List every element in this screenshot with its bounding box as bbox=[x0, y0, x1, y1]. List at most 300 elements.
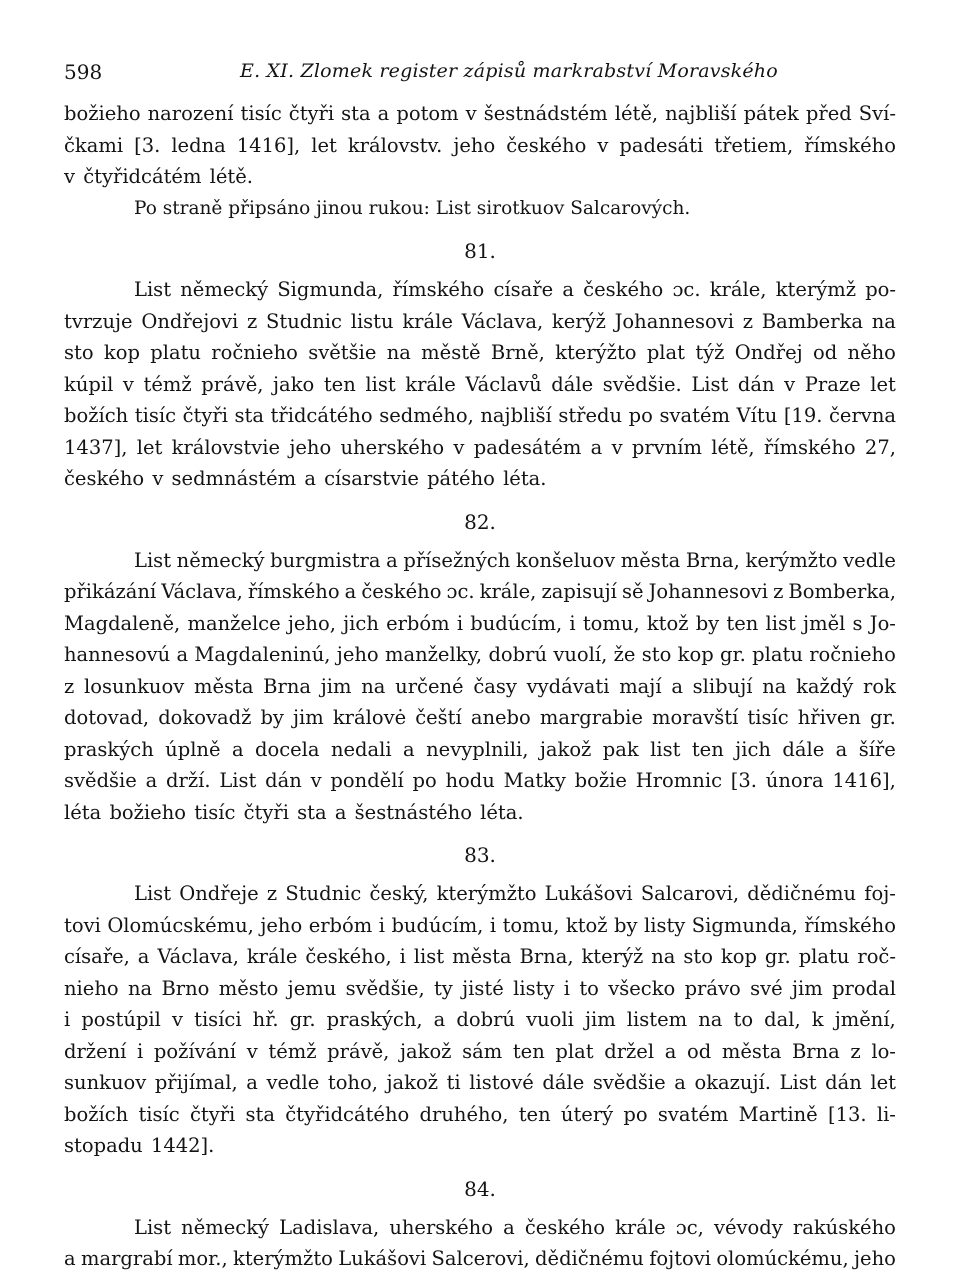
word: v bbox=[246, 1039, 258, 1063]
word: jich bbox=[735, 737, 771, 761]
word: margrabí bbox=[80, 1247, 173, 1270]
word: listem bbox=[626, 1008, 688, 1031]
word: erbóm bbox=[308, 913, 373, 937]
word: německý bbox=[176, 548, 265, 572]
word: tvrzuje bbox=[64, 309, 133, 333]
word: li- bbox=[876, 1102, 896, 1126]
word: časy bbox=[473, 674, 517, 698]
word: Matky bbox=[503, 769, 566, 792]
word: let bbox=[870, 1071, 896, 1094]
text-line bbox=[64, 671, 896, 703]
word: od bbox=[686, 1039, 712, 1063]
word: list bbox=[650, 737, 681, 761]
word: létě. bbox=[209, 165, 253, 188]
word: úplně bbox=[165, 737, 221, 761]
word: sto bbox=[64, 341, 94, 364]
word: jisté bbox=[462, 976, 504, 1000]
word: zapisují bbox=[541, 580, 617, 603]
word: ten bbox=[691, 737, 724, 761]
word: kterýmžto bbox=[436, 882, 537, 905]
word: královė bbox=[332, 706, 407, 729]
word: rok bbox=[863, 674, 896, 698]
word: svatém bbox=[657, 1102, 729, 1126]
word: dědičnému bbox=[747, 882, 857, 905]
text-line bbox=[64, 337, 896, 369]
word: od bbox=[812, 341, 838, 364]
word: potom bbox=[396, 102, 459, 125]
text-line bbox=[64, 1004, 896, 1036]
word: fojtovi bbox=[649, 1247, 712, 1270]
word: margrabie bbox=[539, 706, 643, 729]
word: list bbox=[413, 945, 445, 968]
word: přijímal, bbox=[154, 1071, 238, 1094]
word: platu bbox=[752, 643, 803, 666]
word: gr. bbox=[719, 643, 746, 666]
word: z bbox=[64, 674, 75, 698]
word: božích bbox=[64, 1102, 129, 1126]
word: vydávati bbox=[526, 674, 610, 698]
word: kerýž bbox=[551, 309, 606, 333]
word: Studnic bbox=[266, 309, 342, 333]
word: jeho bbox=[453, 133, 496, 157]
word: pátek bbox=[743, 102, 799, 125]
word: kterýmžto bbox=[233, 1247, 333, 1270]
word: dobrú bbox=[488, 643, 548, 666]
word: 1416], bbox=[236, 133, 301, 157]
word: 27, bbox=[864, 435, 896, 459]
word: rakúského bbox=[792, 1215, 896, 1239]
word: jim bbox=[320, 674, 352, 698]
entry-number: 83. bbox=[464, 843, 496, 867]
word: českého bbox=[361, 580, 442, 603]
word: nevyplnili, bbox=[426, 737, 529, 761]
word: tomu, bbox=[582, 611, 640, 635]
word: dále bbox=[782, 737, 825, 761]
word: února bbox=[765, 769, 824, 792]
word: tisíc bbox=[240, 102, 282, 125]
word: město bbox=[218, 976, 279, 1000]
word: ty bbox=[433, 976, 453, 1000]
word: a bbox=[145, 769, 158, 792]
word: ten bbox=[518, 1102, 551, 1126]
word: plat bbox=[555, 1039, 594, 1063]
word: [3. bbox=[134, 133, 161, 157]
word: jako bbox=[273, 372, 315, 396]
word: krále, bbox=[709, 278, 767, 301]
word: šíře bbox=[858, 737, 896, 761]
word: platu bbox=[798, 945, 850, 968]
intro-paragraph bbox=[64, 98, 896, 224]
word: z bbox=[266, 882, 278, 905]
word: Magdaleninú, bbox=[194, 643, 331, 666]
word: své bbox=[750, 976, 783, 1000]
word: Vítu bbox=[736, 404, 778, 427]
word: hodu bbox=[445, 769, 495, 792]
word: z bbox=[742, 309, 754, 333]
text-line bbox=[64, 1130, 896, 1162]
word: na bbox=[698, 1008, 723, 1031]
word: a bbox=[403, 737, 415, 761]
word: a bbox=[137, 945, 150, 968]
word: list bbox=[365, 372, 396, 396]
word: létě, bbox=[614, 102, 659, 125]
word: by bbox=[614, 913, 638, 937]
word: léta. bbox=[480, 800, 524, 824]
word: římského bbox=[247, 580, 340, 603]
word: a bbox=[176, 643, 189, 666]
word: kerýmžto bbox=[745, 548, 838, 572]
word: sta bbox=[341, 102, 371, 125]
word: a bbox=[231, 737, 244, 761]
word: ktož bbox=[565, 913, 608, 937]
text-line bbox=[64, 432, 896, 464]
word: přikázání bbox=[64, 580, 157, 603]
word: jemu bbox=[287, 976, 337, 1000]
word: Martině bbox=[738, 1102, 818, 1126]
word: jmění, bbox=[834, 1008, 896, 1031]
entry-number: 82. bbox=[464, 509, 496, 534]
word: čeští bbox=[415, 706, 462, 729]
entry-paragraph bbox=[64, 878, 896, 1162]
word: Salcerovi, bbox=[431, 1247, 530, 1270]
word: burgmistra bbox=[270, 548, 381, 572]
word: kúpil bbox=[64, 372, 114, 396]
word: tisíci bbox=[194, 1008, 242, 1031]
word: konšeluov bbox=[515, 548, 616, 572]
word: dále bbox=[542, 1071, 585, 1094]
word: německý bbox=[181, 1215, 270, 1239]
word: Salcarovi, bbox=[640, 882, 740, 905]
word: platu bbox=[150, 341, 201, 364]
text-line bbox=[64, 1099, 896, 1131]
word: Olomúcskému, bbox=[107, 913, 254, 937]
word: června bbox=[829, 404, 896, 427]
word: svědšie bbox=[592, 1071, 666, 1094]
word: třidcátého bbox=[270, 404, 373, 427]
word: erbóm bbox=[386, 611, 450, 635]
word: krále bbox=[246, 945, 298, 968]
word: 1416], bbox=[832, 769, 896, 792]
word: Sví- bbox=[858, 102, 896, 125]
word: Brna bbox=[263, 674, 312, 698]
word: toho, bbox=[327, 1071, 378, 1094]
word: Jo- bbox=[869, 611, 896, 635]
text-line bbox=[64, 576, 896, 608]
word: létě, bbox=[711, 435, 755, 459]
header-title: E. XI. Zlomek register zápisů markrabství Moravského bbox=[240, 60, 778, 82]
word: vévody bbox=[713, 1215, 783, 1239]
word: listy bbox=[513, 976, 555, 1000]
word: sedmnástém bbox=[171, 467, 297, 490]
word: [19. bbox=[783, 404, 823, 427]
word: krále bbox=[615, 1215, 666, 1239]
text-line bbox=[64, 1067, 896, 1099]
word: dán bbox=[825, 1071, 862, 1094]
word: tisíc bbox=[747, 706, 789, 729]
word: tomu, bbox=[502, 913, 560, 937]
word: Magdaleně, bbox=[64, 611, 181, 635]
word: každý bbox=[796, 674, 854, 698]
word: Johannesovi bbox=[614, 309, 734, 333]
word: jim bbox=[791, 976, 823, 1000]
word: Brně, bbox=[490, 341, 545, 364]
word: právě, bbox=[327, 1039, 390, 1063]
word: na bbox=[762, 674, 787, 698]
word: Lukášovi bbox=[338, 1247, 427, 1270]
word: praských bbox=[64, 737, 154, 761]
text-line bbox=[64, 765, 896, 797]
word: pátého bbox=[427, 467, 495, 490]
word: Ladislava, bbox=[279, 1215, 380, 1239]
word: losunkuov bbox=[84, 674, 185, 698]
word: manželky, bbox=[384, 643, 483, 666]
word: listové bbox=[469, 1071, 534, 1094]
word: dán bbox=[265, 769, 302, 792]
word: českého bbox=[506, 133, 587, 157]
word: v bbox=[64, 165, 76, 188]
word: olomúckému, bbox=[716, 1247, 849, 1270]
word: dal, bbox=[764, 1008, 801, 1031]
word: jim bbox=[584, 1008, 616, 1031]
word: let bbox=[870, 372, 896, 396]
word: úterý bbox=[560, 1102, 614, 1126]
text-line bbox=[64, 941, 896, 973]
word: listu bbox=[350, 309, 394, 333]
word: čkami bbox=[64, 133, 124, 157]
word: Praze bbox=[804, 372, 861, 396]
word: na bbox=[361, 674, 386, 698]
word: dědičnému bbox=[535, 1247, 644, 1270]
word: dobrú bbox=[456, 1008, 515, 1031]
word: svědšie bbox=[64, 769, 137, 792]
word: tovi bbox=[64, 913, 101, 937]
word: český, bbox=[369, 882, 429, 905]
word: anebo bbox=[470, 706, 531, 729]
word: na bbox=[871, 309, 896, 333]
word: kterýž bbox=[581, 945, 644, 968]
word: List bbox=[134, 548, 172, 572]
word: jeho bbox=[289, 435, 332, 459]
word: i bbox=[399, 945, 406, 968]
word: z bbox=[850, 1039, 861, 1063]
word: po bbox=[628, 404, 653, 427]
word: v bbox=[310, 769, 322, 792]
word: by bbox=[695, 611, 720, 635]
word: listy bbox=[643, 913, 686, 937]
word: držel bbox=[604, 1039, 655, 1063]
word: let bbox=[311, 133, 337, 157]
word: List bbox=[134, 1215, 172, 1239]
word: jim bbox=[293, 706, 324, 729]
word: manželce bbox=[187, 611, 281, 635]
word: ledna bbox=[171, 133, 226, 157]
text-line bbox=[64, 306, 896, 338]
word: slibují bbox=[692, 674, 753, 698]
text-line bbox=[64, 797, 896, 829]
word: římského bbox=[804, 133, 896, 157]
word: ten bbox=[726, 611, 759, 635]
word: jich bbox=[343, 611, 379, 635]
word: po bbox=[623, 1102, 648, 1126]
word: německý bbox=[180, 278, 269, 301]
word: gr. bbox=[869, 706, 896, 729]
word: českého bbox=[583, 278, 664, 301]
word: to bbox=[579, 976, 599, 1000]
word: okazují. bbox=[694, 1071, 771, 1094]
word: foj- bbox=[864, 882, 896, 905]
word: ročnieho bbox=[809, 643, 896, 666]
word: šestnádstém bbox=[483, 102, 608, 125]
word: českého bbox=[524, 1215, 605, 1239]
text-line bbox=[64, 910, 896, 942]
word: v bbox=[172, 1008, 184, 1031]
word: jeho bbox=[336, 643, 379, 666]
word: [13. bbox=[827, 1102, 867, 1126]
word: dále bbox=[551, 372, 594, 396]
word: před bbox=[805, 102, 852, 125]
word: z bbox=[247, 309, 258, 333]
word: a bbox=[64, 1247, 76, 1270]
text-line bbox=[64, 608, 896, 640]
word: dokovadž bbox=[158, 706, 252, 729]
word: města bbox=[721, 1039, 782, 1063]
word: roč- bbox=[857, 945, 896, 968]
word: jměl bbox=[803, 611, 846, 635]
word: sta bbox=[234, 404, 264, 427]
word: drží. bbox=[166, 769, 211, 792]
text-line bbox=[64, 702, 896, 734]
word: právě, bbox=[201, 372, 264, 396]
word: sunkuov bbox=[64, 1071, 147, 1094]
word: božieho bbox=[109, 800, 187, 824]
word: léta bbox=[64, 800, 102, 824]
word: pondělí bbox=[330, 769, 404, 792]
word: Lukášovi bbox=[544, 882, 633, 905]
word: List bbox=[134, 882, 172, 905]
word: tisíc bbox=[138, 1102, 180, 1126]
word: i bbox=[489, 913, 497, 937]
word: padesáti bbox=[619, 133, 704, 157]
word: ɔc. bbox=[446, 580, 475, 603]
text-line bbox=[64, 1212, 896, 1244]
word: List bbox=[779, 1071, 817, 1094]
word: vedle bbox=[266, 1071, 320, 1094]
word: a bbox=[835, 737, 848, 761]
word: vuolí, bbox=[553, 643, 608, 666]
word: prodal bbox=[832, 976, 896, 1000]
word: s bbox=[852, 611, 863, 635]
word: hannesovú bbox=[64, 643, 171, 666]
word: plat bbox=[646, 341, 686, 364]
word: list bbox=[765, 611, 796, 635]
word: Ondřeje bbox=[179, 882, 259, 905]
word: svědšie, bbox=[345, 976, 425, 1000]
word: přísežných bbox=[403, 548, 511, 572]
word: praských, bbox=[326, 1008, 423, 1031]
text-line bbox=[64, 369, 896, 401]
word: Bamberka bbox=[761, 309, 863, 333]
entry-paragraph bbox=[64, 545, 896, 829]
word: to bbox=[733, 1008, 754, 1031]
word: Václava, bbox=[157, 945, 239, 968]
word: požívání bbox=[153, 1039, 237, 1063]
word: krále bbox=[402, 309, 453, 333]
running-head bbox=[64, 56, 896, 92]
entry-number: 84. bbox=[464, 1176, 496, 1201]
word: ɔc, bbox=[675, 1215, 704, 1239]
word: by bbox=[260, 706, 284, 729]
word: Brna, bbox=[685, 548, 740, 572]
word: dotovad, bbox=[64, 706, 150, 729]
word: svatém bbox=[659, 404, 730, 427]
word: gr. bbox=[289, 1008, 316, 1031]
word: ten bbox=[512, 1039, 545, 1063]
word: Sigmunda, bbox=[691, 913, 798, 937]
word: města bbox=[620, 548, 681, 572]
word: na bbox=[651, 945, 676, 968]
word: týž bbox=[695, 341, 725, 364]
word: jakož bbox=[386, 1071, 439, 1094]
word: i bbox=[378, 913, 385, 937]
word: uherského bbox=[340, 435, 445, 459]
word: Sigmunda, bbox=[277, 278, 384, 301]
text-line bbox=[64, 98, 896, 130]
word: královstv. bbox=[347, 133, 443, 157]
word: světšie bbox=[308, 341, 377, 364]
word: tisíc bbox=[134, 404, 177, 427]
word: sedmého, bbox=[379, 404, 474, 427]
word: v bbox=[784, 372, 796, 396]
word: něho bbox=[847, 341, 896, 364]
word: i bbox=[456, 611, 464, 635]
word: městě bbox=[421, 341, 481, 364]
text-line bbox=[64, 463, 896, 495]
word: císaře bbox=[493, 278, 554, 301]
word: tisíc bbox=[194, 800, 236, 824]
word: držení bbox=[64, 1039, 127, 1063]
word: vuoli bbox=[526, 1008, 574, 1031]
word: Václava, bbox=[461, 309, 544, 333]
word: a bbox=[304, 467, 316, 490]
word: ten bbox=[323, 372, 356, 396]
word: svědšie. bbox=[602, 372, 682, 396]
word: v bbox=[597, 133, 609, 157]
word: všecko bbox=[608, 976, 676, 1000]
word: gr. bbox=[764, 945, 791, 968]
word: a bbox=[344, 580, 357, 603]
word: moravští bbox=[652, 706, 739, 729]
word: Václava, bbox=[161, 580, 243, 603]
entries bbox=[64, 236, 896, 1275]
word: čtyřidcátém bbox=[83, 165, 202, 188]
word: na bbox=[386, 341, 411, 364]
word: a bbox=[377, 102, 390, 125]
text-line bbox=[64, 878, 896, 910]
word: druhého, bbox=[419, 1102, 509, 1126]
word: lo- bbox=[871, 1039, 896, 1063]
word: krále, bbox=[479, 580, 537, 603]
word: 1437], bbox=[64, 435, 128, 459]
word: a bbox=[386, 548, 398, 572]
word: i bbox=[64, 1008, 71, 1031]
word: Bomberka, bbox=[788, 580, 896, 603]
word: uherského bbox=[389, 1215, 493, 1239]
word: římského bbox=[392, 278, 485, 301]
word: i bbox=[137, 1039, 144, 1063]
word: Ondřej bbox=[734, 341, 803, 364]
word: ročnieho bbox=[211, 341, 298, 364]
text-line bbox=[64, 734, 896, 766]
